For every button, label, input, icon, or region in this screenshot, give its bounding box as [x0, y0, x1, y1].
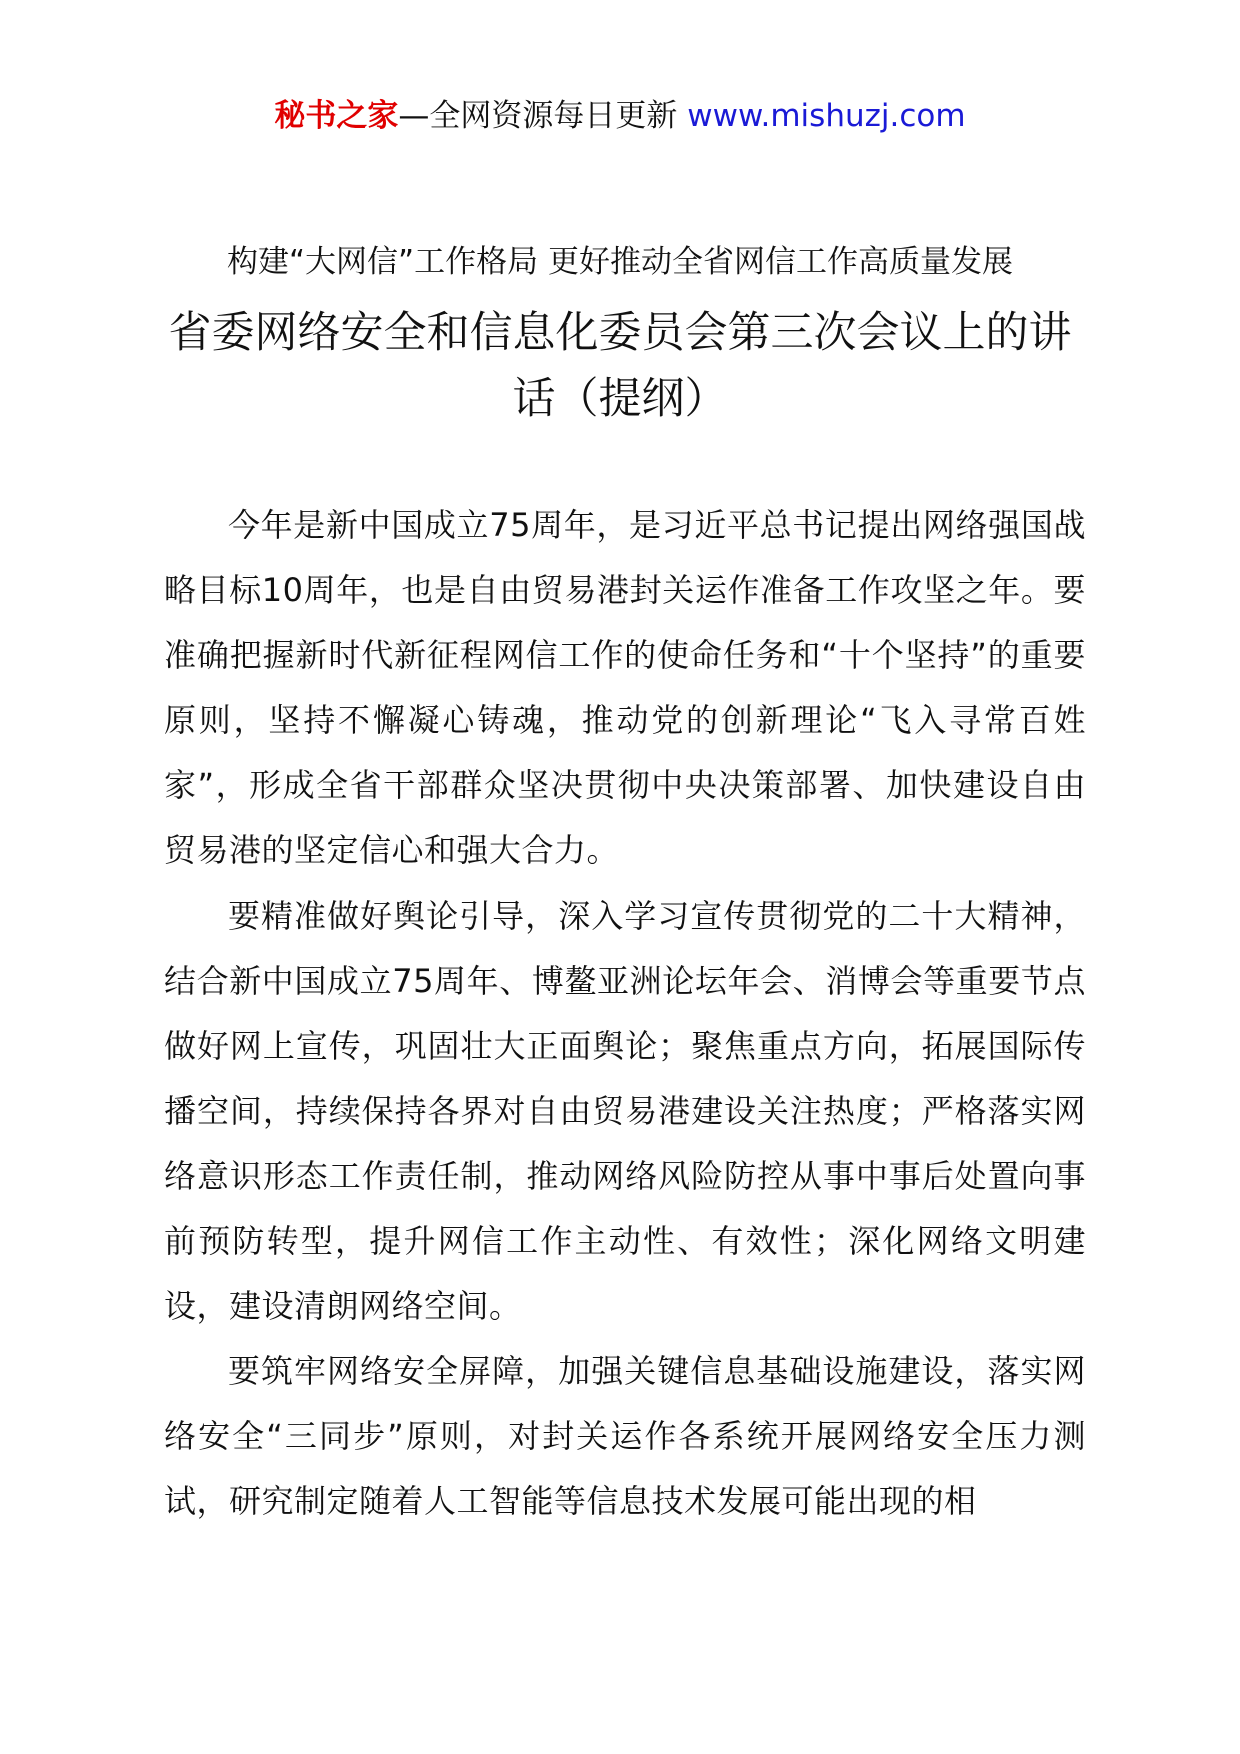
site-slogan: —全网资源每日更新	[398, 98, 688, 134]
document-body	[164, 493, 1086, 1535]
site-brand: 秘书之家	[274, 98, 399, 134]
body-paragraph: 要筑牢网络安全屏障，加强关键信息基础设施建设，落实网络安全“三同步”原则，对封关运作各系统开展网络安全压力测试，研究制定随着人工智能等信息技术发展可能出现的相	[164, 1352, 1086, 1521]
document-title: 省委网络安全和信息化委员会第三次会议上的讲话（提纲）	[168, 308, 1072, 424]
site-header	[0, 96, 1240, 136]
body-paragraph: 要精准做好舆论引导，深入学习宣传贯彻党的二十大精神，结合新中国成立75周年、博鳌亚洲论坛年会、消博会等重要节点做好网上宣传，巩固壮大正面舆论；聚焦重点方向，拓展国际传播空间，持续保持各界对自由贸易港建设关注热度；严格落实网络意识形态工作责任制，推动网络风险防控从事中事后处置向事前预防转型，提升网信工作主动性、有效性；深化网络文明建设，建设清朗网络空间。	[164, 896, 1086, 1326]
site-url-link[interactable]: www.mishuzj.com	[687, 98, 966, 134]
document-subtitle: 构建“大网信”工作格局 更好推动全省网信工作高质量发展	[227, 244, 1013, 280]
body-paragraph: 今年是新中国成立75周年，是习近平总书记提出网络强国战略目标10周年，也是自由贸易港封关运作准备工作攻坚之年。要准确把握新时代新征程网信工作的使命任务和“十个坚持”的重要原则，坚持不懈凝心铸魂，推动党的创新理论“飞入寻常百姓家”，形成全省干部群众坚决贯彻中央决策部署、加快建设自由贸易港的坚定信心和强大合力。	[164, 506, 1086, 870]
